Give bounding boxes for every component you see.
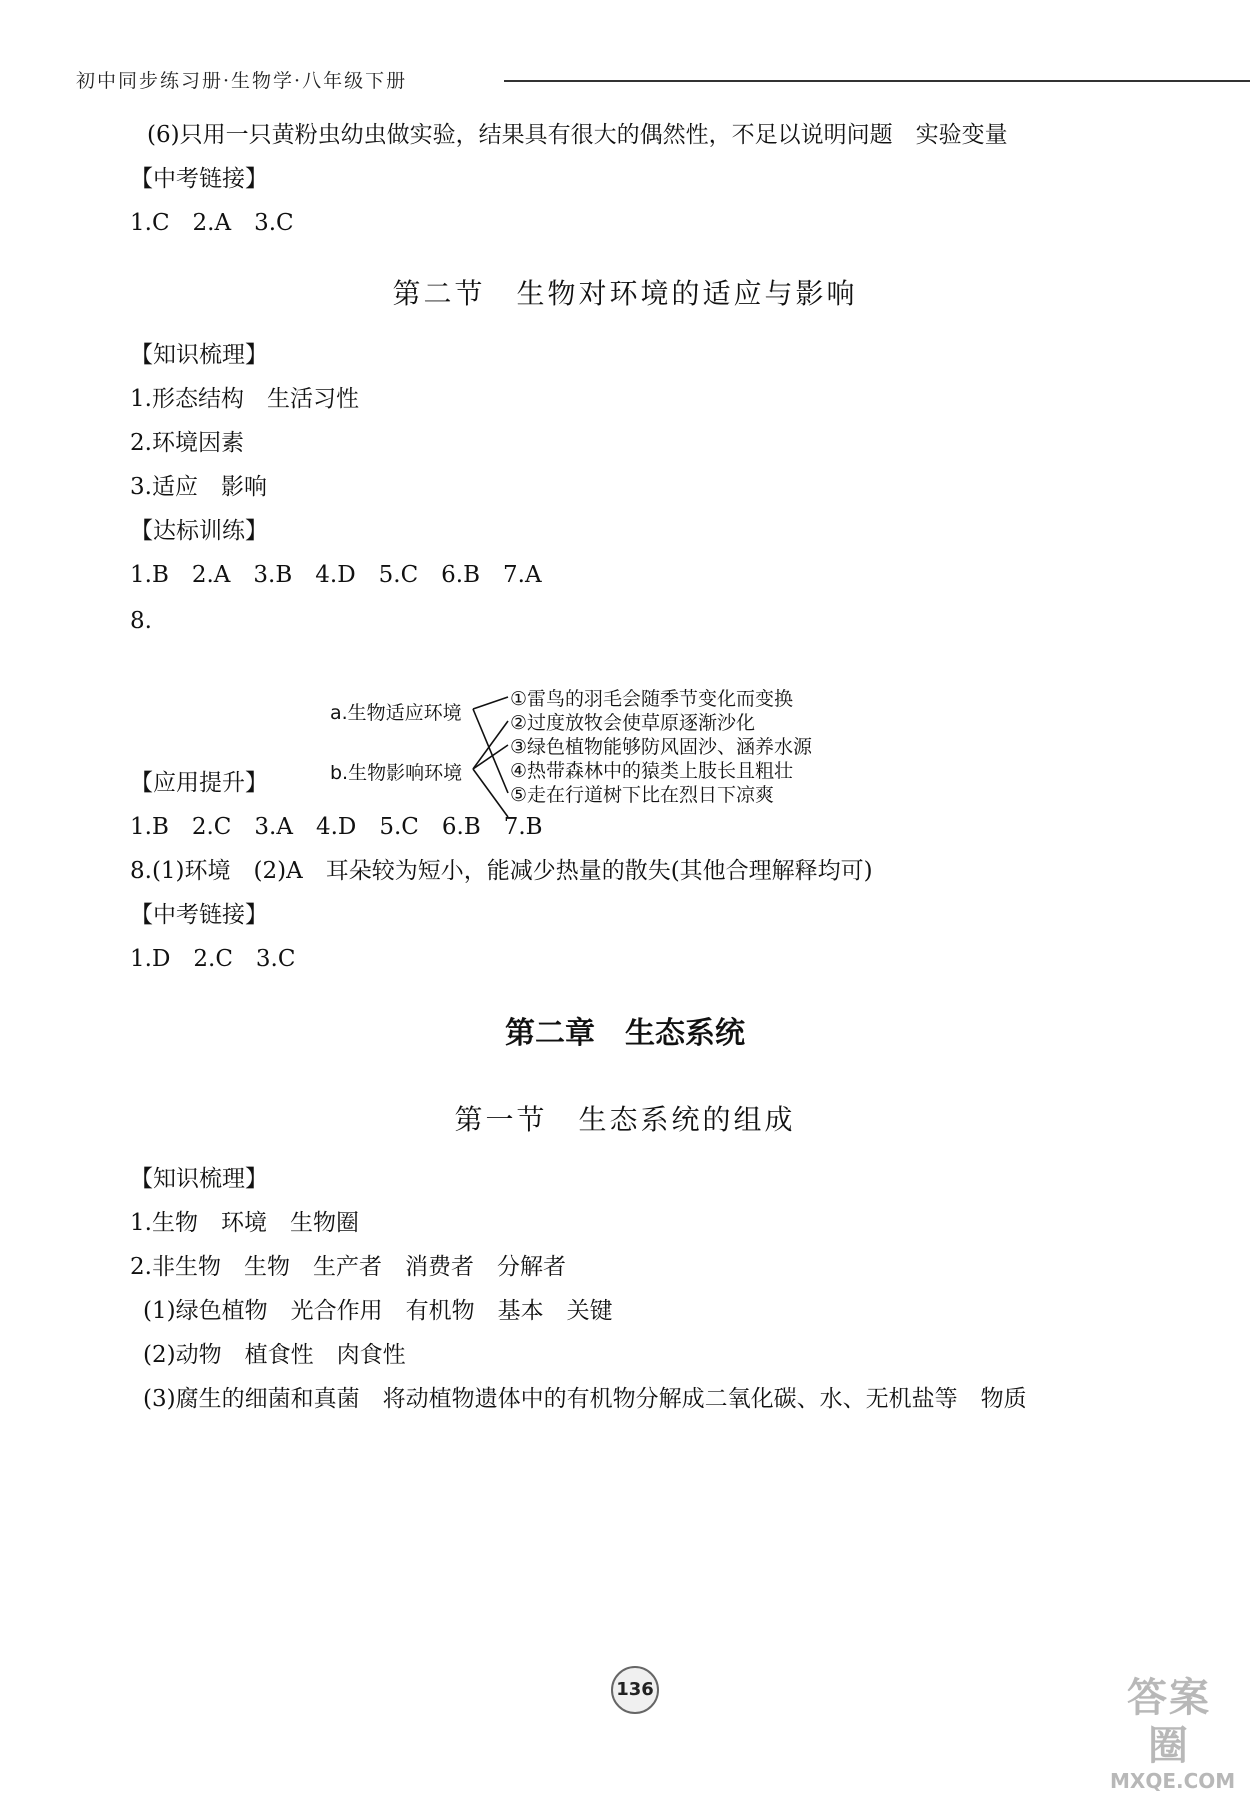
- section-heading: 第二节 生物对环境的适应与影响: [392, 277, 858, 310]
- answer-line: (3)腐生的细菌和真菌 将动植物遗体中的有机物分解成二氧化碳、水、无机盐等 物质: [143, 1386, 1027, 1412]
- section-heading: 第一节 生态系统的组成: [454, 1103, 796, 1136]
- watermark-logo: [1110, 1674, 1236, 1793]
- answer-line: 1.B 2.A 3.B 4.D 5.C 6.B 7.A: [130, 562, 542, 588]
- match-line-b2: [473, 721, 508, 769]
- answer-line: 1.B 2.C 3.A 4.D 5.C 6.B 7.B: [130, 814, 543, 840]
- matching-diagram: [330, 684, 910, 834]
- subheading: 【应用提升】: [130, 770, 268, 796]
- diagram-item: ④热带森林中的猿类上肢长且粗壮: [510, 760, 794, 782]
- answer-line: 8.: [130, 608, 152, 634]
- answer-line: 1.C 2.A 3.C: [130, 210, 294, 236]
- answer-line: 8.(1)环境 (2)A 耳朵较为短小，能减少热量的散失(其他合理解释均可): [130, 858, 873, 884]
- running-header: 初中同步练习册·生物学·八年级下册: [76, 70, 408, 92]
- answer-line: 2.环境因素: [130, 430, 244, 456]
- diagram-item: ②过度放牧会使草原逐渐沙化: [510, 712, 756, 734]
- answer-line: (1)绿色植物 光合作用 有机物 基本 关键: [143, 1298, 613, 1324]
- subheading: 【中考链接】: [130, 902, 268, 928]
- header-rule: [504, 80, 1250, 82]
- diagram-item: ①雷鸟的羽毛会随季节变化而变换: [510, 688, 794, 710]
- answer-line: (6)只用一只黄粉虫幼虫做实验，结果具有很大的偶然性，不足以说明问题 实验变量: [147, 122, 1008, 148]
- answer-line: 1.生物 环境 生物圈: [130, 1210, 359, 1236]
- match-line-a4: [473, 709, 508, 793]
- subheading: 【知识梳理】: [130, 342, 268, 368]
- diagram-item: ③绿色植物能够防风固沙、涵养水源: [510, 736, 813, 758]
- match-line-b5: [473, 769, 508, 817]
- subheading: 【达标训练】: [130, 518, 268, 544]
- match-line-a1: [473, 697, 508, 709]
- watermark-url: MXQE.COM: [1110, 1769, 1236, 1793]
- page-number: 136: [611, 1666, 659, 1714]
- diagram-label-b: b.生物影响环境: [330, 762, 463, 784]
- answer-line: 1.D 2.C 3.C: [130, 946, 296, 972]
- answer-line: 1.形态结构 生活习性: [130, 386, 359, 412]
- answer-line: 3.适应 影响: [130, 474, 267, 500]
- answer-line: (2)动物 植食性 肉食性: [143, 1342, 406, 1368]
- answer-line: 2.非生物 生物 生产者 消费者 分解者: [130, 1254, 566, 1280]
- match-line-b3: [473, 745, 508, 769]
- subheading: 【中考链接】: [130, 166, 268, 192]
- watermark-text: 答案圈: [1127, 1675, 1211, 1769]
- subheading: 【知识梳理】: [130, 1166, 268, 1192]
- diagram-item: ⑤走在行道树下比在烈日下凉爽: [510, 784, 775, 806]
- chapter-heading: 第二章 生态系统: [505, 1016, 745, 1051]
- diagram-label-a: a.生物适应环境: [330, 702, 462, 724]
